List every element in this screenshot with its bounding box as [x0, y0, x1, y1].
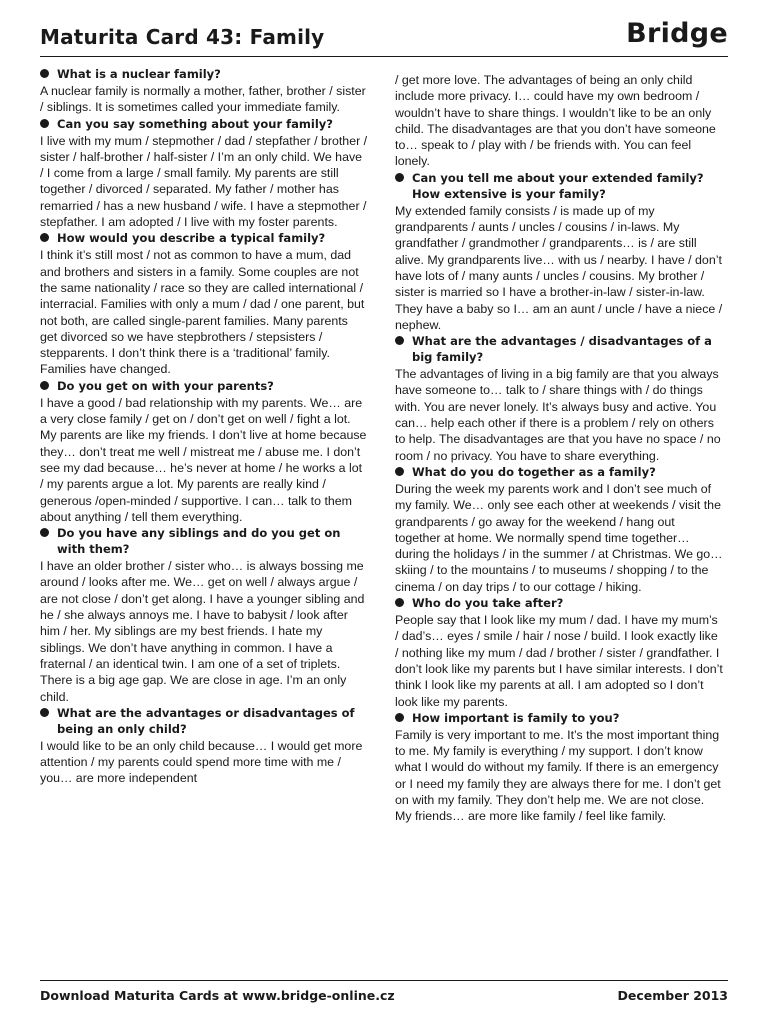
- bullet-icon: [395, 713, 404, 722]
- question-heading: Who do you take after?: [395, 595, 723, 611]
- bullet-icon: [40, 708, 49, 717]
- left-column: [40, 66, 368, 787]
- question-heading: What are the advantages or disadvantages of being an only child?: [40, 705, 368, 737]
- bullet-icon: [40, 233, 49, 242]
- question-heading: Can you say something about your family?: [40, 116, 368, 132]
- answer-text: I have an older brother / sister who… is always bossing me around / looks after me. We… get on well / always argue / are not close / don’t get along. I have a younger sibling and he / she always annoys me. I have to babysit / look after him / her. My siblings are my best friends. I hate my siblings. We don’t have anything in common. I have a fraternal / an identical twin. I am one of a set of triplets. There is a big age gap. We are close in age. I’m an only child.: [40, 559, 365, 704]
- qa-block: [395, 710, 723, 825]
- qa-block: [395, 72, 723, 170]
- page-title: Maturita Card 43: Family: [40, 25, 325, 49]
- qa-block: [395, 170, 723, 333]
- qa-block: [40, 66, 368, 116]
- qa-block: [40, 525, 368, 705]
- question-heading: Do you have any siblings and do you get on with them?: [40, 525, 368, 557]
- answer-text: The advantages of living in a big family are that you always have someone to… talk to / share things with / do things with. You are never lonely. It’s always busy and active. You can… help each other if there is a problem / rely on others to help. The disadvantages are that you have no space / no room / no privacy. You have to share everything.: [395, 367, 721, 463]
- bullet-icon: [395, 336, 404, 345]
- bullet-icon: [40, 381, 49, 390]
- page-footer: [40, 980, 728, 1009]
- question-heading: How important is family to you?: [395, 710, 723, 726]
- bullet-icon: [395, 173, 404, 182]
- answer-text: I would like to be an only child because… I would get more attention / my parents could spend more time with me / you… are more independent: [40, 738, 363, 786]
- qa-block: [395, 333, 723, 464]
- qa-block: [40, 230, 368, 377]
- qa-block: [40, 378, 368, 525]
- qa-block: [40, 705, 368, 787]
- question-heading: What are the advantages / disadvantages of a big family?: [395, 333, 723, 365]
- page-header: [40, 18, 728, 57]
- download-link-text[interactable]: Download Maturita Cards at www.bridge-online.cz: [40, 988, 395, 1003]
- qa-block: [40, 116, 368, 231]
- question-heading: Do you get on with your parents?: [40, 378, 368, 394]
- bullet-icon: [40, 69, 49, 78]
- question-heading: What is a nuclear family?: [40, 66, 368, 82]
- answer-text: During the week my parents work and I don’t see much of my family. We… only see each other at weekends / visit the grandparents / go away for the weekend / hang out together at home. We normally spend time together… during the holidays / in the summer / at Christmas. We go… skiing / to the mountains / to museums / shopping / to the cinema / on day trips / to our cottage / hiking.: [395, 481, 723, 594]
- question-heading: Can you tell me about your extended family? How extensive is your family?: [395, 170, 723, 202]
- brand-logo: Bridge: [626, 18, 728, 49]
- qa-block: [395, 595, 723, 710]
- answer-text: I think it’s still most / not as common to have a mum, dad and brothers and sisters in a family. Some couples are not the same nationality / race so they are called international / interracial. Families with only a mum / dad / one parent, but not both, are called single-parent families. Many parents get divorced so we have stepbrothers / stepsisters / stepparents. I don’t think there is a ‘traditional’ family. Families have changed.: [40, 248, 365, 377]
- right-column: [395, 71, 723, 825]
- answer-text: I have a good / bad relationship with my parents. We… are a very close family / get on / don’t get on well / fight a lot. My parents are like my friends. I don’t live at home because they… don’t treat me well / mistreat me / abuse me. I don’t see my dad because… he’s never at home / he works a lot / my parents argue a lot. My parents are really kind / generous /open-minded / supportive. I can… talk to them about anything / tell them everything.: [40, 395, 367, 524]
- answer-text-continued: / get more love. The advantages of being an only child include more privacy. I… could have my own bedroom / wouldn’t have to share things. I wouldn’t like to be an only child. The disadvantages are that you don’t have someone to… speak to / play with / be friends with. You can feel lonely.: [395, 73, 716, 169]
- qa-block: [395, 464, 723, 595]
- answer-text: I live with my mum / stepmother / dad / stepfather / brother / sister / half-brother / half-sister / I’m an only child. We have / I come from a large / small family. My parents are still together / divorced / separated. My father / mother has remarried / has a new husband / wife. I have a stepmother / stepfather. I am adopted / I live with my foster parents.: [40, 133, 368, 230]
- answer-text: My extended family consists / is made up of my grandparents / aunts / uncles / cousins / in-laws. My grandfather / grandmother / grandparents… is / are still alive. My grandparents live… with us / nearby. I have / don’t have lots of / many aunts / uncles / cousins. My brother / sister is married so I have a brother-in-law / sister-in-law. They have a baby so I… am an aunt / uncle / have a niece / nephew.: [395, 203, 723, 332]
- bullet-icon: [40, 528, 49, 537]
- bullet-icon: [395, 467, 404, 476]
- question-heading: How would you describe a typical family?: [40, 230, 368, 246]
- answer-text: People say that I look like my mum / dad. I have my mum’s / dad’s… eyes / smile / hair / nose / build. I look exactly like / nothing like my mum / dad / brother / sister / grandfather. I don’t look like my parents but I have similar interests. I don’t think I look like my parents at all. I am adopted so I don’t look like my parents.: [395, 613, 723, 709]
- answer-text: Family is very important to me. It’s the most important thing to me. My family is everything / my support. I don’t know what I would do without my family. If there is an emergency or I need my family they are always there for me. I don’t get on with my family. They don’t help me. We are not close. My friends… are more like family / feel like family.: [395, 727, 721, 824]
- bullet-icon: [395, 598, 404, 607]
- answer-text: A nuclear family is normally a mother, father, brother / sister / siblings. It is sometimes called your immediate family.: [40, 84, 366, 115]
- bullet-icon: [40, 119, 49, 128]
- date-text: December 2013: [617, 988, 728, 1003]
- question-heading: What do you do together as a family?: [395, 464, 723, 480]
